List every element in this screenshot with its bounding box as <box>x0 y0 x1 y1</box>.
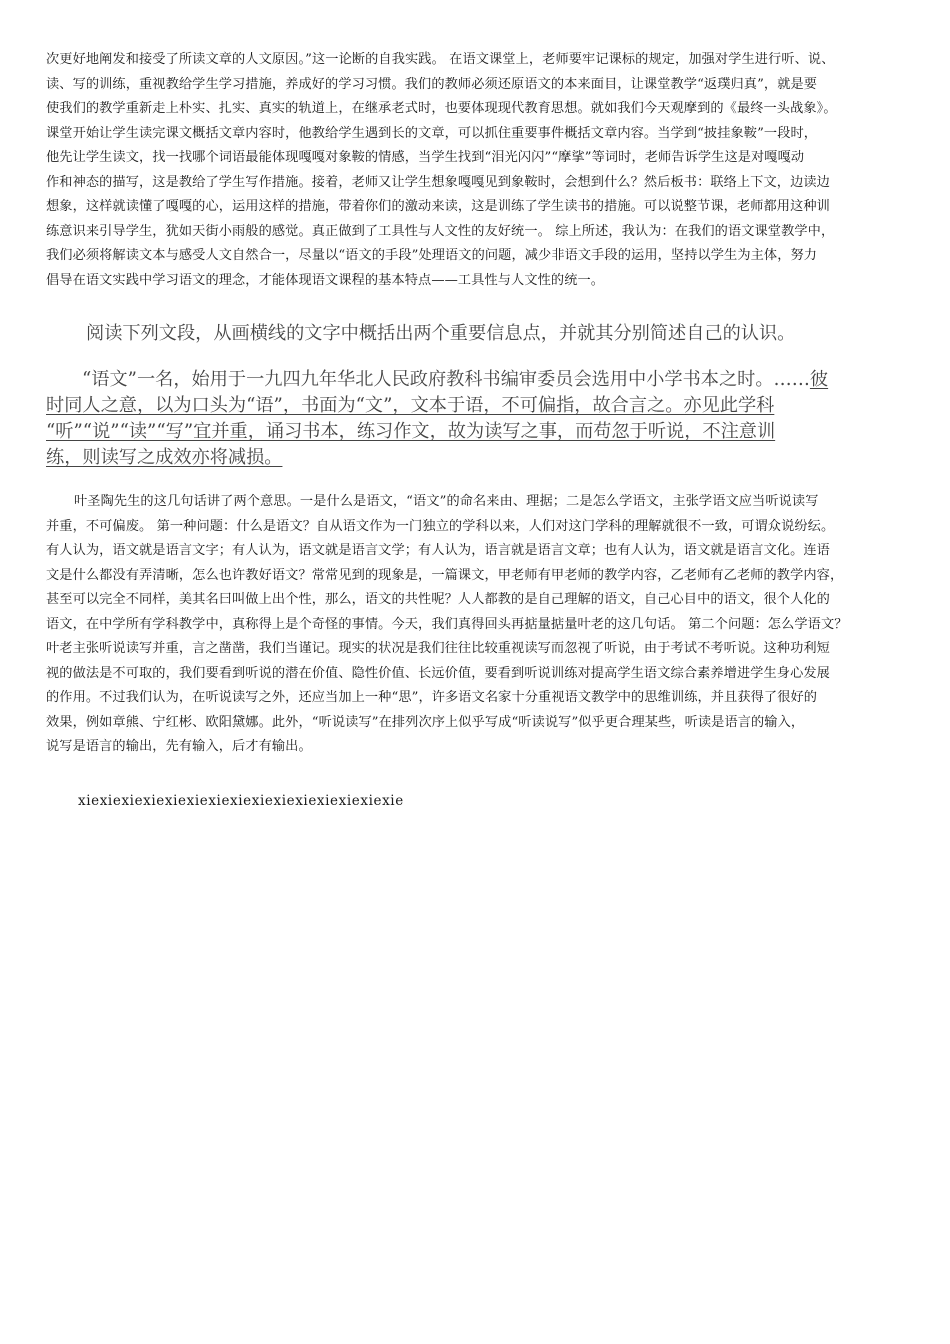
question-text: 阅读下列文段，从画横线的文字中概括出两个重要信息点，并就其分别简述自己的认识。 <box>86 323 796 344</box>
text-line: 文是什么都没有弄清晰，怎么也许教好语文？常常见到的现象是，一篇课文，甲老师有甲老师的教学内容，乙老师有乙老师的教学内容， <box>46 567 844 583</box>
text-line: 练意识来引导学生，犹如天街小雨般的感觉。真正做到了工具性与人文性的友好统一。 综上所述，我认为：在我们的语文课堂教学中， <box>46 223 835 239</box>
quote-line <box>46 445 912 471</box>
underlined-text: 时同人之意，以为口头为“语”，书面为“文”，文本于语，不可偏指，故合言之。亦见此学科 <box>46 395 775 416</box>
text-line: 想象，这样就读懂了嘎嘎的心，运用这样的措施，带着你们的激动来读，这是训练了学生读书的措施。可以说整节课，老师都用这种训 <box>46 199 830 214</box>
text-line: 并重，不可偏废。 第一种问题：什么是语文？自从语文作为一门独立的学科以来，人们对这门学科的理解就很不一致，可谓众说纷纭。 <box>46 518 835 534</box>
text-line: 效果，例如章熊、宁红彬、欧阳黛娜。此外，“听说读写”在排列次序上似乎写成“听读说写”似乎更合理某些，听读是语言的输入， <box>46 714 805 730</box>
text-line: 叶圣陶先生的这几句话讲了两个意思。一是什么是语文，“语文”的命名来由、理据；二是怎么学语文，主张学语文应当听说读写 <box>74 494 819 509</box>
quote-plain-text: “语文”一名，始用于一九四九年华北人民政府教科书编审委员会选用中小学书本之时。…… <box>82 369 810 390</box>
text-line: 的作用。不过我们认为，在听说读写之外，还应当加上一种“思”，许多语文名家十分重视语文教学中的思维训练，并且获得了很好的 <box>46 690 818 705</box>
text-line: 次更好地阐发和接受了所读文章的人文原因。”这一论断的自我实践。 在语文课堂上，老师要牢记课标的规定，加强对学生进行听、说、 <box>46 52 835 67</box>
text-line: 课堂开始让学生读完课文概括文章内容时，他教给学生遇到长的文章，可以抓住重要事件概括文章内容。当学到“披挂象鞍”一段时， <box>46 125 818 141</box>
quote-line <box>46 367 912 393</box>
text-line: 有人认为，语文就是语言文字；有人认为，语文就是语言文学；有人认为，语言就是语言文章；也有人认为，语文就是语言文化。连语 <box>46 543 830 558</box>
footer-line: xiexiexiexiexiexiexiexiexiexiexiexiexiexiexie <box>78 793 404 809</box>
text-line: 读、写的训练，重视教给学生学习措施，养成好的学习习惯。我们的教师必须还原语文的本来面目，让课堂教学“返璞归真”，就是要 <box>46 76 818 92</box>
text-line: 倡导在语文实践中学习语文的理念，才能体现语文课程的基本特点——工具性与人文性的统一。 <box>46 272 605 288</box>
text-line: 视的做法是不可取的，我们要看到听说的潜在价值、隐性价值、长远价值，要看到听说训练对提高学生语文综合素养增进学生身心发展 <box>46 665 830 681</box>
underlined-text: “听”“说”“读”“写”宜并重，诵习书本，练习作文，故为读写之事，而苟忽于听说，不注意训 <box>46 421 776 442</box>
paragraph-analysis <box>46 490 912 760</box>
quoted-passage <box>46 367 912 471</box>
underlined-text: 彼 <box>809 369 829 390</box>
text-line: 他先让学生读文，找一找哪个词语最能体现嘎嘎对象鞍的情感，当学生找到“泪光闪闪”“摩挲”等词时，老师告诉学生这是对嘎嘎动 <box>46 150 805 165</box>
text-line: 使我们的教学重新走上朴实、扎实、真实的轨道上，在继承老式时，也要体现现代教育思想。就如我们今天观摩到的《最终一头战象》。 <box>46 101 837 116</box>
underlined-text: 练，则读写之成效亦将减损。 <box>46 447 283 468</box>
reading-question <box>86 319 912 349</box>
footer-text <box>78 790 944 812</box>
quote-line <box>46 393 912 419</box>
text-line: 叶老主张听说读写并重，言之凿凿，我们当谨记。现实的状况是我们往往比较重视读写而忽视了听说，由于考试不考听说。这种功利短 <box>46 641 830 656</box>
text-line: 语文，在中学所有学科教学中，真称得上是个奇怪的事情。今天，我们真得回头再掂量掂量叶老的这几句话。 第二个问题：怎么学语文？ <box>46 616 848 632</box>
quote-line <box>46 419 912 445</box>
paragraph-teaching-reflection <box>46 48 912 293</box>
text-line: 说写是语言的输出，先有输入，后才有输出。 <box>46 739 312 754</box>
text-line: 我们必须将解读文本与感受人文自然合一，尽量以“语文的手段”处理语文的问题，减少非语文手段的运用，坚持以学生为主体，努力 <box>46 248 818 263</box>
text-line: 甚至可以完全不同样，美其名曰叫做上出个性，那么，语文的共性呢？人人都教的是自己理解的语文，自己心目中的语文，很个人化的 <box>46 592 830 607</box>
text-line: 作和神态的描写，这是教给了学生写作措施。接着，老师又让学生想象嘎嘎见到象鞍时，会想到什么？然后板书：联络上下文，边读边 <box>46 174 830 190</box>
